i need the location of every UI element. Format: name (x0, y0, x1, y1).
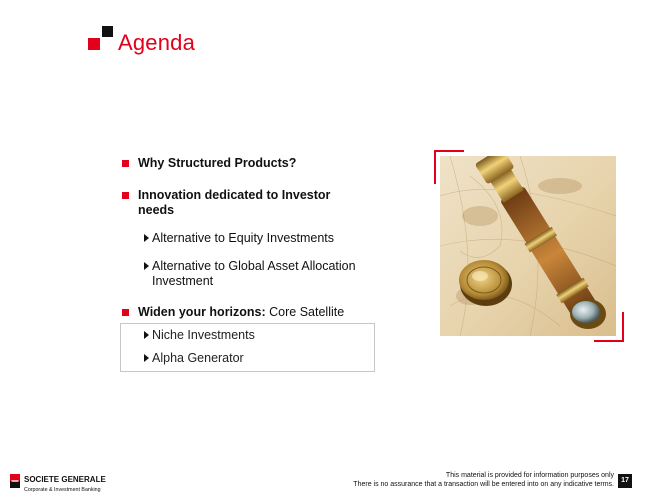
disclaimer (294, 471, 614, 489)
agenda-subitem-label: Alpha Generator (152, 351, 244, 365)
agenda-item (122, 188, 343, 218)
agenda-item (122, 156, 296, 171)
triangle-bullet-icon (144, 262, 149, 270)
svg-text:Corporate & Investment Banking: Corporate & Investment Banking (24, 487, 101, 493)
square-bullet-icon (122, 192, 129, 199)
agenda-subitem-label: Alternative to Global Asset Allocation Investment (152, 259, 356, 288)
svg-text:SOCIETE GENERALE: SOCIETE GENERALE (24, 475, 106, 484)
slide-title: Agenda (118, 30, 196, 55)
telescope-photo (434, 150, 624, 342)
brand-square-icon (88, 26, 114, 52)
triangle-bullet-icon (144, 234, 149, 242)
agenda-item-label-bold: Widen your horizons: (138, 305, 266, 319)
telescope-image (440, 156, 616, 336)
agenda-subitem (146, 231, 334, 246)
disclaimer-line-2: There is no assurance that a transaction will be entered into on any indicative terms. (353, 481, 614, 488)
societe-generale-logo (10, 472, 130, 498)
page-number: 17 (618, 474, 632, 488)
square-bullet-icon (122, 160, 129, 167)
agenda-item-label: Innovation dedicated to Investor needs (138, 188, 331, 217)
agenda-subitem-label: Niche Investments (152, 328, 255, 342)
agenda-subitem-label: Alternative to Equity Investments (152, 231, 335, 245)
agenda-item-label-normal: Core Satellite (265, 305, 345, 319)
agenda-item-label: Why Structured Products? (138, 156, 297, 170)
highlight-box (120, 323, 375, 372)
disclaimer-line-1: This material is provided for information purposes only (445, 472, 614, 479)
agenda-subitem (146, 259, 382, 289)
agenda-item (122, 305, 344, 320)
square-bullet-icon (122, 309, 129, 316)
